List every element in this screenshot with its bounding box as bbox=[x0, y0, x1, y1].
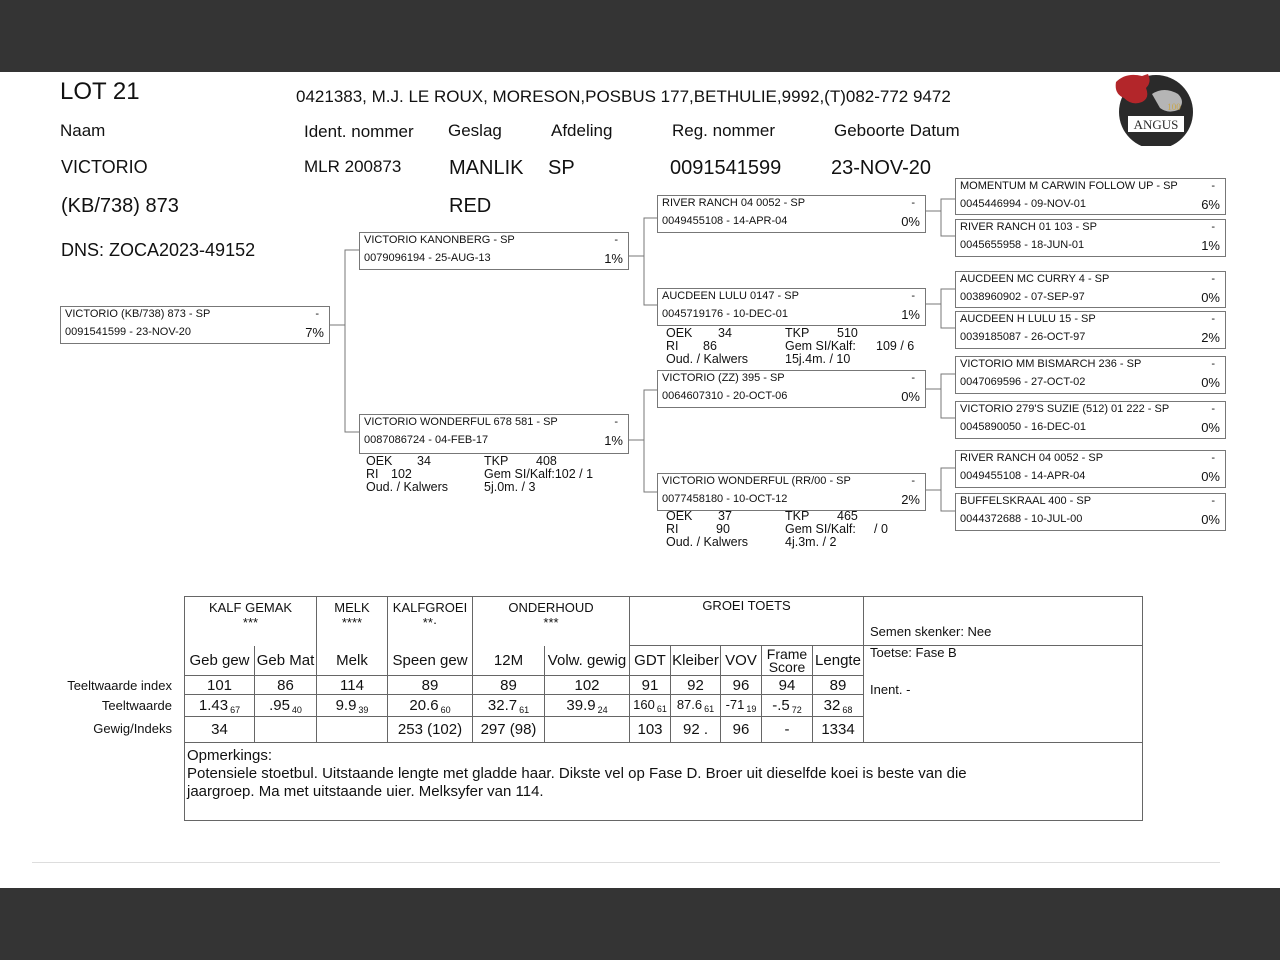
dam-dash: - bbox=[614, 416, 618, 428]
pedigree-gg-5[interactable] bbox=[955, 356, 1226, 394]
dd-oud-label: Oud. / Kalwers bbox=[666, 535, 748, 549]
ebv-cell: 39.9 $_{24}$ bbox=[545, 695, 630, 717]
sire-reg: 0079096194 - 25-AUG-13 bbox=[364, 252, 491, 264]
sd-ri-label: RI bbox=[666, 339, 679, 353]
group-onderhoud-stars: *** bbox=[543, 615, 559, 630]
dd-tkp-value: 465 bbox=[837, 509, 858, 523]
group-melk-stars: **** bbox=[341, 615, 363, 630]
sd-tkp-label: TKP bbox=[785, 326, 810, 340]
g3-dash: - bbox=[1211, 273, 1215, 285]
sire-dash: - bbox=[614, 234, 618, 246]
logo-badge: 100 bbox=[1167, 102, 1181, 112]
g8-name: BUFFELSKRAAL 400 - SP bbox=[960, 495, 1092, 507]
group-groei-toets bbox=[630, 597, 864, 646]
footer-divider bbox=[32, 862, 1220, 863]
weight-cell: 96 bbox=[721, 717, 762, 743]
dd-tkp-label: TKP bbox=[785, 509, 810, 523]
g2-pct: 1% bbox=[1201, 238, 1220, 253]
subject-pct: 7% bbox=[305, 325, 324, 340]
g4-dash: - bbox=[1211, 313, 1215, 325]
ebv-cell: -71 $_{19}$ bbox=[721, 695, 762, 717]
sd-tkp-value: 510 bbox=[837, 326, 858, 340]
performance-table bbox=[184, 596, 1143, 821]
g3-name: AUCDEEN MC CURRY 4 - SP bbox=[960, 273, 1110, 285]
semen-donor: Semen skenker: Nee bbox=[870, 624, 992, 639]
ds-dash: - bbox=[911, 372, 915, 384]
sd-oek-label: OEK bbox=[666, 326, 693, 340]
header-geboorte: Geboorte Datum bbox=[834, 121, 960, 140]
dam-oek-label: OEK bbox=[366, 454, 393, 468]
sd-dash: - bbox=[911, 290, 915, 302]
pedigree-gg-4[interactable] bbox=[955, 311, 1226, 349]
ss-dash: - bbox=[911, 197, 915, 209]
col-12m: 12M bbox=[473, 646, 545, 676]
g7-name: RIVER RANCH 04 0052 - SP bbox=[960, 452, 1104, 464]
stats-dam-dam bbox=[666, 510, 946, 550]
header-afdeling: Afdeling bbox=[551, 121, 613, 140]
header-reg: Reg. nommer bbox=[672, 121, 775, 140]
stats-dam bbox=[366, 455, 646, 495]
ebv-cell: 20.6 $_{60}$ bbox=[388, 695, 473, 717]
ebv-cell: 1.43 $_{67}$ bbox=[185, 695, 255, 717]
g4-pct: 2% bbox=[1201, 330, 1220, 345]
sd-name: AUCDEEN LULU 0147 - SP bbox=[662, 290, 799, 302]
dd-ri-label: RI bbox=[666, 522, 679, 536]
header-ident: Ident. nommer bbox=[304, 122, 414, 141]
pedigree-dam-dam[interactable] bbox=[657, 473, 926, 511]
ds-reg: 0064607310 - 20-OCT-06 bbox=[662, 390, 788, 402]
g8-dash: - bbox=[1211, 495, 1215, 507]
ebv-cell: 87.6 $_{61}$ bbox=[671, 695, 721, 717]
weight-cell: 92 . bbox=[671, 717, 721, 743]
g5-pct: 0% bbox=[1201, 375, 1220, 390]
dd-oud-value: 4j.3m. / 2 bbox=[785, 535, 837, 549]
index-cell: 114 bbox=[317, 676, 388, 695]
g6-dash: - bbox=[1211, 403, 1215, 415]
dam-tkp-label: TKP bbox=[484, 454, 509, 468]
logo-text: ANGUS bbox=[1133, 117, 1179, 132]
sire-name: VICTORIO KANONBERG - SP bbox=[364, 234, 515, 246]
index-cell: 89 bbox=[813, 676, 864, 695]
weight-cell bbox=[255, 717, 317, 743]
pedigree-gg-7[interactable] bbox=[955, 450, 1226, 488]
remarks-title: Opmerkings: bbox=[187, 747, 273, 764]
animal-section: SP bbox=[548, 157, 575, 179]
test-phase: Toetse: Fase B bbox=[870, 645, 957, 660]
sd-oek-value: 34 bbox=[718, 326, 732, 340]
pedigree-dam[interactable] bbox=[359, 414, 629, 454]
g8-pct: 0% bbox=[1201, 512, 1220, 527]
pedigree-sire-sire[interactable] bbox=[657, 195, 926, 233]
col-lengte: Lengte bbox=[813, 646, 864, 676]
g5-name: VICTORIO MM BISMARCH 236 - SP bbox=[960, 358, 1142, 370]
weight-cell: 297 (98) bbox=[473, 717, 545, 743]
group-kalfgroei bbox=[388, 597, 473, 646]
pedigree-gg-6[interactable] bbox=[955, 401, 1226, 439]
index-cell: 94 bbox=[762, 676, 813, 695]
dd-reg: 0077458180 - 10-OCT-12 bbox=[662, 493, 788, 505]
dam-pct: 1% bbox=[604, 433, 623, 448]
lot-number: LOT 21 bbox=[60, 78, 140, 105]
inoculation: Inent. - bbox=[870, 682, 911, 697]
index-cell: 102 bbox=[545, 676, 630, 695]
dd-oek-value: 37 bbox=[718, 509, 732, 523]
remarks-cell bbox=[185, 743, 1143, 821]
sd-reg: 0045719176 - 10-DEC-01 bbox=[662, 308, 788, 320]
animal-dob: 23-NOV-20 bbox=[831, 157, 932, 179]
col-speen-gew: Speen gew bbox=[388, 646, 473, 676]
group-kalfgroei-stars: **· bbox=[422, 615, 438, 630]
index-cell: 89 bbox=[388, 676, 473, 695]
group-kalf-gemak-label: KALF GEMAK bbox=[208, 600, 293, 615]
dd-pct: 2% bbox=[901, 492, 920, 507]
ebv-cell: 160 $_{61}$ bbox=[630, 695, 671, 717]
g8-reg: 0044372688 - 10-JUL-00 bbox=[960, 513, 1083, 525]
dns-number: DNS: ZOCA2023-49152 bbox=[61, 240, 256, 260]
g6-name: VICTORIO 279'S SUZIE (512) 01 222 - SP bbox=[960, 403, 1170, 415]
dd-name: VICTORIO WONDERFUL (RR/00 - SP bbox=[662, 475, 851, 487]
pedigree-gg-1[interactable] bbox=[955, 178, 1226, 215]
weight-cell bbox=[545, 717, 630, 743]
pedigree-sire[interactable] bbox=[359, 232, 629, 270]
stats-sire-dam bbox=[666, 327, 946, 367]
header-geslag: Geslag bbox=[448, 121, 502, 140]
ebv-cell: .95 $_{40}$ bbox=[255, 695, 317, 717]
g2-reg: 0045655958 - 18-JUN-01 bbox=[960, 239, 1085, 251]
pedigree-dam-sire[interactable] bbox=[657, 370, 926, 408]
sd-pct: 1% bbox=[901, 307, 920, 322]
col-kleiber: Kleiber bbox=[671, 646, 721, 676]
weight-cell: 253 (102) bbox=[388, 717, 473, 743]
ds-name: VICTORIO (ZZ) 395 - SP bbox=[662, 372, 785, 384]
ebv-cell: 9.9 $_{39}$ bbox=[317, 695, 388, 717]
pedigree-gg-3[interactable] bbox=[955, 271, 1226, 308]
group-kalf-gemak-stars: *** bbox=[242, 615, 259, 630]
group-melk-label: MELK bbox=[334, 600, 370, 615]
index-cell: 92 bbox=[671, 676, 721, 695]
animal-code: (KB/738) 873 bbox=[61, 195, 179, 217]
group-kalf-gemak bbox=[185, 597, 317, 646]
dam-gem-label: Gem SI/Kalf:102 / 1 bbox=[484, 467, 594, 481]
pedigree-sire-dam[interactable] bbox=[657, 288, 926, 326]
dam-tkp-value: 408 bbox=[536, 454, 557, 468]
g7-reg: 0049455108 - 14-APR-04 bbox=[960, 470, 1086, 482]
ds-pct: 0% bbox=[901, 389, 920, 404]
dam-ri-value: 102 bbox=[391, 467, 412, 481]
ebv-cell: -.5 $_{72}$ bbox=[762, 695, 813, 717]
dam-oek-value: 34 bbox=[417, 454, 431, 468]
subject-reg: 0091541599 - 23-NOV-20 bbox=[65, 326, 191, 338]
ss-reg: 0049455108 - 14-APR-04 bbox=[662, 215, 788, 227]
header-naam: Naam bbox=[60, 121, 106, 140]
dam-oud-label: Oud. / Kalwers bbox=[366, 480, 448, 494]
sire-pct: 1% bbox=[604, 251, 623, 266]
pedigree-gg-2[interactable] bbox=[955, 219, 1226, 257]
index-cell: 96 bbox=[721, 676, 762, 695]
group-onderhoud-label: ONDERHOUD bbox=[508, 600, 594, 615]
dd-oek-label: OEK bbox=[666, 509, 693, 523]
index-cell: 101 bbox=[185, 676, 255, 695]
dd-gem-value: / 0 bbox=[874, 522, 888, 536]
pedigree-subject[interactable] bbox=[60, 306, 330, 344]
weight-cell: - bbox=[762, 717, 813, 743]
notes-cell bbox=[864, 624, 1143, 743]
sd-gem-label: Gem SI/Kalf: bbox=[785, 339, 856, 353]
g5-reg: 0047069596 - 27-OCT-02 bbox=[960, 376, 1086, 388]
group-onderhoud bbox=[473, 597, 630, 646]
col-melk: Melk bbox=[317, 646, 388, 676]
index-cell: 91 bbox=[630, 676, 671, 695]
g2-dash: - bbox=[1211, 221, 1215, 233]
index-cell: 86 bbox=[255, 676, 317, 695]
animal-sex: MANLIK bbox=[449, 157, 524, 179]
index-cell: 89 bbox=[473, 676, 545, 695]
animal-color: RED bbox=[449, 195, 492, 217]
dd-dash: - bbox=[911, 475, 915, 487]
owner-info: 0421383, M.J. LE ROUX, MORESON,POSBUS 177,BETHULIE,9992,(T)082-772 9472 bbox=[296, 87, 951, 106]
ebv-cell: 32.7 $_{61}$ bbox=[473, 695, 545, 717]
g1-reg: 0045446994 - 09-NOV-01 bbox=[960, 198, 1086, 210]
g4-name: AUCDEEN H LULU 15 - SP bbox=[960, 313, 1096, 325]
col-gdt: GDT bbox=[630, 646, 671, 676]
col-volw-gewig: Volw. gewig bbox=[545, 646, 630, 676]
col-geb-mat: Geb Mat bbox=[255, 646, 317, 676]
g6-pct: 0% bbox=[1201, 420, 1220, 435]
g7-pct: 0% bbox=[1201, 469, 1220, 484]
g1-dash: - bbox=[1211, 180, 1215, 192]
dam-name: VICTORIO WONDERFUL 678 581 - SP bbox=[364, 416, 558, 428]
row-label-weights: Gewig/Indeks bbox=[93, 721, 172, 736]
animal-ident: MLR 200873 bbox=[304, 157, 402, 176]
group-melk bbox=[317, 597, 388, 646]
g3-pct: 0% bbox=[1201, 290, 1220, 305]
weight-cell: 103 bbox=[630, 717, 671, 743]
weight-cell: 1334 bbox=[813, 717, 864, 743]
row-label-index: Teeltwaarde index bbox=[67, 678, 172, 693]
col-frame-score: Frame Score bbox=[762, 646, 813, 676]
g1-pct: 6% bbox=[1201, 197, 1220, 212]
subject-dash: - bbox=[315, 308, 319, 320]
row-label-ebv: Teeltwaarde bbox=[101, 698, 172, 713]
sd-ri-value: 86 bbox=[703, 339, 717, 353]
weight-cell: 34 bbox=[185, 717, 255, 743]
dd-gem-label: Gem SI/Kalf: bbox=[785, 522, 856, 536]
dam-oud-value: 5j.0m. / 3 bbox=[484, 480, 536, 494]
col-vov: VOV bbox=[721, 646, 762, 676]
ebv-cell: 32 $_{68}$ bbox=[813, 695, 864, 717]
g4-reg: 0039185087 - 26-OCT-97 bbox=[960, 331, 1086, 343]
group-groei-toets-label: GROEI TOETS bbox=[702, 598, 791, 613]
animal-reg: 0091541599 bbox=[670, 157, 782, 179]
g2-name: RIVER RANCH 01 103 - SP bbox=[960, 221, 1097, 233]
g6-reg: 0045890050 - 16-DEC-01 bbox=[960, 421, 1086, 433]
dam-reg: 0087086724 - 04-FEB-17 bbox=[364, 434, 489, 446]
sd-gem-value: 109 / 6 bbox=[876, 339, 915, 353]
subject-name: VICTORIO (KB/738) 873 - SP bbox=[65, 308, 211, 320]
g5-dash: - bbox=[1211, 358, 1215, 370]
g3-reg: 0038960902 - 07-SEP-97 bbox=[960, 291, 1085, 303]
col-geb-gew: Geb gew bbox=[185, 646, 255, 676]
remarks-text: Potensiele stoetbul. Uitstaande lengte met gladde haar. Dikste vel op Fase D. Broer uit dieselfde koei is beste van die jaargroep. Ma met uitstaande uier. Melksyfer van 114. bbox=[187, 765, 967, 800]
sd-oud-value: 15j.4m. / 10 bbox=[785, 352, 851, 366]
weight-cell bbox=[317, 717, 388, 743]
g7-dash: - bbox=[1211, 452, 1215, 464]
dam-ri-label: RI bbox=[366, 467, 379, 481]
g1-name: MOMENTUM M CARWIN FOLLOW UP - SP bbox=[960, 180, 1178, 192]
sd-oud-label: Oud. / Kalwers bbox=[666, 352, 748, 366]
ss-pct: 0% bbox=[901, 214, 920, 229]
ss-name: RIVER RANCH 04 0052 - SP bbox=[662, 197, 806, 209]
group-kalfgroei-label: KALFGROEI bbox=[392, 600, 468, 615]
dd-ri-value: 90 bbox=[716, 522, 730, 536]
animal-name: VICTORIO bbox=[61, 157, 148, 177]
pedigree-gg-8[interactable] bbox=[955, 493, 1226, 531]
